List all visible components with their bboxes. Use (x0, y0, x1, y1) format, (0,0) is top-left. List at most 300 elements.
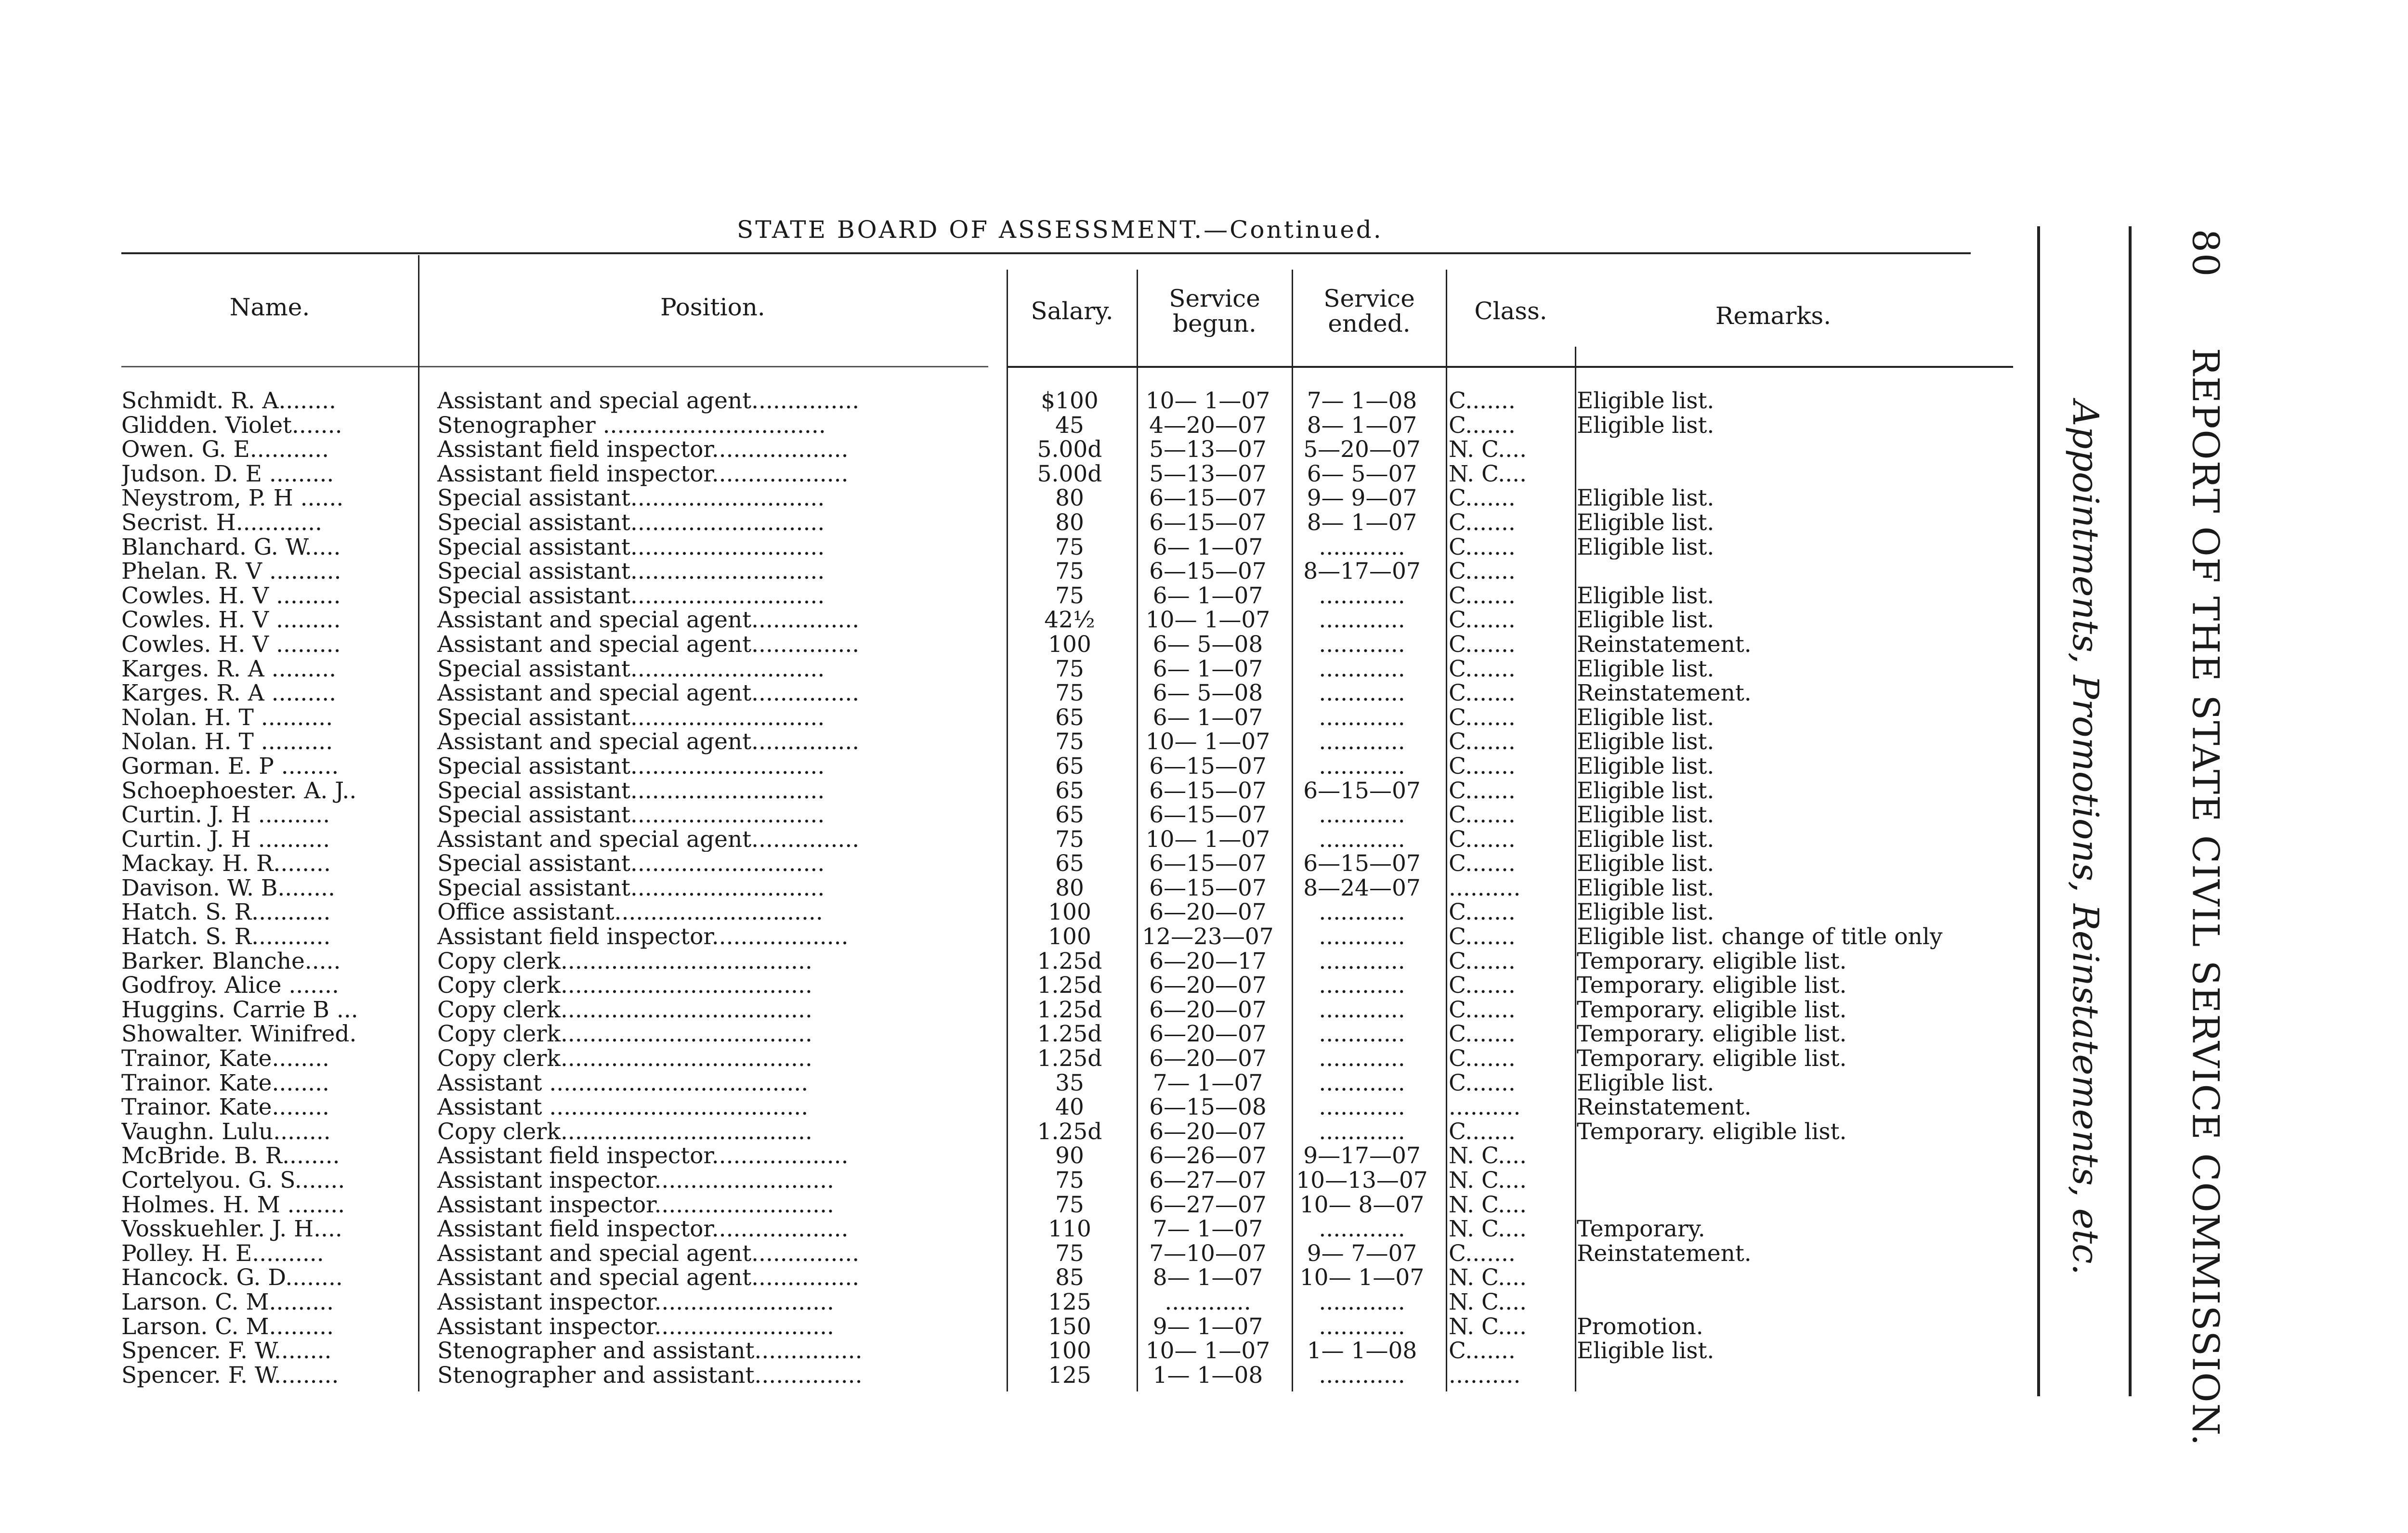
running-subtitle: Appointments, Promotions, Reinstatements, etc. (2065, 400, 2106, 1275)
cell-remarks (1572, 462, 2005, 487)
cell-salary: 75 (1055, 657, 1084, 682)
cell-salary: 125 (1048, 1363, 1091, 1388)
cell-remarks: Eligible list. (1577, 900, 1714, 925)
header-name: Name. (229, 293, 310, 321)
cell-remarks (1572, 438, 2005, 462)
cell-service-ended: 10— 8—07 (1299, 1193, 1425, 1218)
cell-service-ended: 8— 1—07 (1307, 413, 1417, 438)
table-row (121, 633, 2005, 657)
cell-position: Stenographer and assistant............... (437, 1339, 863, 1364)
cell-position: Assistant field inspector................... (437, 1144, 849, 1169)
cell-service-begun: 6—20—07 (1149, 974, 1267, 998)
cell-salary: 150 (1048, 1314, 1091, 1339)
cell-name: Curtin. J. H .......... (121, 803, 330, 828)
cell-name: Owen. G. E........... (121, 438, 329, 462)
cell-remarks (1572, 559, 2005, 584)
cell-name: Curtin. J. H .......... (121, 827, 330, 852)
cell-position: Special assistant........................... (437, 657, 825, 682)
cell-service-begun: 6—15—07 (1149, 486, 1267, 511)
cell-class: N. C.... (1449, 1144, 1527, 1169)
cell-salary: 125 (1048, 1290, 1091, 1315)
cell-name: Karges. R. A ......... (121, 681, 337, 706)
cell-remarks: Eligible list. (1577, 754, 1714, 779)
cell-class: N. C.... (1449, 1169, 1527, 1193)
cell-name: Cowles. H. V ......... (121, 584, 341, 609)
cell-salary: 1.25d (1037, 974, 1102, 998)
header-ended-line1: Service (1323, 285, 1415, 312)
cell-remarks: Eligible list. change of title only (1577, 925, 1943, 949)
top-rule (121, 252, 1971, 254)
margin-rule (2037, 226, 2040, 1396)
cell-class: .......... (1449, 1363, 1521, 1388)
table-row (121, 681, 2005, 706)
cell-name: Trainor. Kate........ (121, 1071, 329, 1096)
cell-remarks: Eligible list. (1577, 657, 1714, 682)
cell-name: Schoephoester. A. J.. (121, 779, 357, 804)
cell-service-ended: ............ (1319, 949, 1405, 974)
table-row (121, 462, 2005, 487)
cell-salary: 1.25d (1037, 1047, 1102, 1071)
cell-name: Phelan. R. V .......... (121, 559, 341, 584)
cell-service-ended: ............ (1319, 1095, 1405, 1120)
cell-position: Copy clerk................................... (437, 974, 812, 998)
cell-service-begun: 10— 1—07 (1145, 389, 1270, 414)
cell-salary: 65 (1055, 779, 1084, 804)
cell-name: Cortelyou. G. S....... (121, 1169, 345, 1193)
cell-salary: 65 (1055, 705, 1084, 730)
cell-name: Spencer. F. W......... (121, 1363, 339, 1388)
header-service-ended (1293, 286, 1446, 336)
cell-class: C....... (1449, 998, 1516, 1023)
cell-class: C....... (1449, 559, 1516, 584)
cell-salary: 65 (1055, 803, 1084, 828)
table-row (121, 779, 2005, 804)
cell-service-ended: 5—20—07 (1303, 438, 1421, 462)
cell-salary: 75 (1055, 535, 1084, 560)
cell-remarks: Temporary. eligible list. (1577, 974, 1847, 998)
cell-name: Hatch. S. R........... (121, 900, 331, 925)
cell-name: Davison. W. B........ (121, 876, 335, 901)
cell-position: Assistant and special agent............... (437, 730, 860, 754)
table-row (121, 949, 2005, 974)
cell-salary: 100 (1048, 925, 1091, 949)
cell-service-begun: 7—10—07 (1149, 1241, 1267, 1266)
table-row (121, 974, 2005, 998)
cell-class: C....... (1449, 413, 1516, 438)
cell-name: Secrist. H............ (121, 510, 322, 535)
cell-position: Special assistant........................... (437, 754, 825, 779)
cell-class: N. C.... (1449, 438, 1527, 462)
header-class: Class. (1474, 297, 1547, 325)
cell-name: Judson. D. E ......... (121, 462, 334, 487)
cell-position: Assistant field inspector................... (437, 1217, 849, 1242)
cell-salary: 100 (1048, 900, 1091, 925)
table-row (121, 1242, 2005, 1266)
cell-salary: 100 (1048, 632, 1091, 657)
cell-service-ended: ............ (1319, 657, 1405, 682)
header-bottom-rule (1007, 366, 2013, 368)
cell-position: Assistant and special agent............... (437, 608, 860, 633)
cell-salary: 1.25d (1037, 1119, 1102, 1144)
table-row (121, 657, 2005, 682)
cell-remarks: Eligible list. (1577, 535, 1714, 560)
table-body (121, 389, 2005, 1388)
cell-salary: 80 (1055, 486, 1084, 511)
cell-service-begun: 6—15—07 (1149, 779, 1267, 804)
table-row (121, 1315, 2005, 1339)
cell-name: Mackay. H. R........ (121, 852, 331, 876)
cell-remarks: Reinstatement. (1577, 1241, 1752, 1266)
table-row (121, 852, 2005, 876)
cell-name: Vaughn. Lulu........ (121, 1119, 331, 1144)
table-row (121, 1266, 2005, 1290)
cell-remarks: Temporary. eligible list. (1577, 1119, 1847, 1144)
cell-service-ended: ............ (1319, 1217, 1405, 1242)
cell-service-begun: 4—20—07 (1149, 413, 1267, 438)
cell-remarks: Eligible list. (1577, 730, 1714, 754)
cell-position: Special assistant........................... (437, 559, 825, 584)
cell-class: N. C.... (1449, 1217, 1527, 1242)
table-row (121, 900, 2005, 925)
cell-position: Stenographer and assistant............... (437, 1363, 863, 1388)
cell-service-begun: 6—20—07 (1149, 900, 1267, 925)
cell-salary: 45 (1055, 413, 1084, 438)
cell-service-begun: 6—20—07 (1149, 1022, 1267, 1047)
running-head (2185, 229, 2227, 1447)
cell-service-begun: 6—15—07 (1149, 559, 1267, 584)
cell-remarks (1572, 1193, 2005, 1218)
cell-service-begun: 10— 1—07 (1145, 827, 1270, 852)
cell-remarks: Eligible list. (1577, 803, 1714, 828)
cell-position: Assistant and special agent............... (437, 1241, 860, 1266)
cell-service-begun: 6—15—08 (1149, 1095, 1267, 1120)
cell-service-begun: 1— 1—08 (1152, 1363, 1263, 1388)
cell-name: Nolan. H. T .......... (121, 730, 333, 754)
cell-service-ended: 10—13—07 (1296, 1169, 1428, 1193)
cell-service-ended: ............ (1319, 974, 1405, 998)
cell-name: Neystrom, P. H ...... (121, 486, 344, 511)
cell-position: Assistant inspector......................... (437, 1169, 834, 1193)
table-row (121, 1339, 2005, 1364)
cell-service-begun: 7— 1—07 (1152, 1217, 1263, 1242)
cell-service-begun: 6— 5—08 (1152, 632, 1263, 657)
cell-class: .......... (1449, 876, 1521, 901)
cell-position: Assistant .................................... (437, 1095, 809, 1120)
cell-salary: 75 (1055, 584, 1084, 609)
cell-remarks: Temporary. eligible list. (1577, 949, 1847, 974)
cell-name: Spencer. F. W........ (121, 1339, 332, 1364)
table-row (121, 1022, 2005, 1047)
cell-name: Hatch. S. R........... (121, 925, 331, 949)
cell-service-begun: 10— 1—07 (1145, 1339, 1270, 1364)
cell-service-ended: ............ (1319, 998, 1405, 1023)
cell-remarks: Temporary. eligible list. (1577, 998, 1847, 1023)
cell-position: Assistant inspector......................... (437, 1314, 834, 1339)
cell-salary: 65 (1055, 852, 1084, 876)
cell-position: Special assistant........................... (437, 584, 825, 609)
cell-class: C....... (1449, 486, 1516, 511)
cell-position: Assistant inspector......................... (437, 1193, 834, 1218)
cell-remarks: Promotion. (1577, 1314, 1703, 1339)
cell-class: C....... (1449, 389, 1516, 414)
cell-class: N. C.... (1449, 1314, 1527, 1339)
cell-service-ended: ............ (1319, 1314, 1405, 1339)
table-row (121, 438, 2005, 462)
cell-position: Copy clerk................................... (437, 1022, 812, 1047)
cell-service-ended: ............ (1319, 900, 1405, 925)
cell-name: Glidden. Violet....... (121, 413, 342, 438)
cell-position: Special assistant........................... (437, 803, 825, 828)
header-begun-line2: begun. (1173, 310, 1256, 338)
cell-class: N. C.... (1449, 1193, 1527, 1218)
cell-service-ended: ............ (1319, 705, 1405, 730)
cell-name: Godfroy. Alice ....... (121, 974, 339, 998)
cell-service-begun: 6— 5—08 (1152, 681, 1263, 706)
cell-service-ended: 8— 1—07 (1307, 510, 1417, 535)
cell-service-begun: 5—13—07 (1149, 462, 1267, 487)
cell-position: Assistant and special agent............... (437, 632, 860, 657)
cell-remarks: Reinstatement. (1577, 632, 1752, 657)
cell-salary: 75 (1055, 827, 1084, 852)
cell-class: C....... (1449, 510, 1516, 535)
cell-service-ended: 6—15—07 (1303, 852, 1421, 876)
cell-position: Assistant and special agent............... (437, 827, 860, 852)
cell-salary: 40 (1055, 1095, 1084, 1120)
table-row (121, 876, 2005, 901)
cell-salary: 75 (1055, 1193, 1084, 1218)
table-row (121, 1071, 2005, 1096)
cell-name: Hancock. G. D........ (121, 1266, 343, 1290)
cell-remarks: Eligible list. (1577, 1339, 1714, 1364)
cell-class: .......... (1449, 1095, 1521, 1120)
cell-class: C....... (1449, 803, 1516, 828)
cell-name: Cowles. H. V ......... (121, 608, 341, 633)
cell-class: C....... (1449, 608, 1516, 633)
cell-service-ended: ............ (1319, 1022, 1405, 1047)
cell-service-begun: 6—15—07 (1149, 803, 1267, 828)
cell-name: Barker. Blanche..... (121, 949, 341, 974)
cell-service-ended: ............ (1319, 827, 1405, 852)
cell-salary: 100 (1048, 1339, 1091, 1364)
cell-class: N. C.... (1449, 1266, 1527, 1290)
cell-salary: 75 (1055, 1169, 1084, 1193)
cell-position: Copy clerk................................... (437, 949, 812, 974)
cell-class: C....... (1449, 584, 1516, 609)
cell-service-ended: ............ (1319, 1047, 1405, 1071)
cell-class: C....... (1449, 705, 1516, 730)
cell-service-ended: 8—17—07 (1303, 559, 1421, 584)
cell-position: Office assistant............................. (437, 900, 823, 925)
cell-position: Assistant and special agent............... (437, 681, 860, 706)
cell-class: C....... (1449, 949, 1516, 974)
cell-class: C....... (1449, 681, 1516, 706)
cell-class: C....... (1449, 632, 1516, 657)
cell-remarks: Eligible list. (1577, 1071, 1714, 1096)
table-row (121, 1095, 2005, 1120)
cell-position: Special assistant........................... (437, 779, 825, 804)
cell-service-begun: 6—15—07 (1149, 754, 1267, 779)
table-row (121, 803, 2005, 828)
cell-service-ended: ............ (1319, 1119, 1405, 1144)
cell-class: C....... (1449, 827, 1516, 852)
cell-position: Assistant field inspector................... (437, 925, 849, 949)
cell-salary: 85 (1055, 1266, 1084, 1290)
cell-remarks: Reinstatement. (1577, 1095, 1752, 1120)
cell-position: Assistant and special agent............... (437, 1266, 860, 1290)
cell-salary: 80 (1055, 510, 1084, 535)
cell-remarks: Eligible list. (1577, 389, 1714, 414)
cell-service-ended: 9— 7—07 (1307, 1241, 1417, 1266)
cell-service-ended: 8—24—07 (1303, 876, 1421, 901)
cell-salary: 75 (1055, 730, 1084, 754)
cell-service-begun: 7— 1—07 (1152, 1071, 1263, 1096)
cell-service-ended: ............ (1319, 925, 1405, 949)
margin-rule (2129, 226, 2132, 1396)
cell-remarks: Temporary. eligible list. (1577, 1047, 1847, 1071)
header-ended-line2: ended. (1328, 310, 1411, 338)
table-row (121, 1120, 2005, 1144)
cell-service-begun: 9— 1—07 (1152, 1314, 1263, 1339)
cell-class: C....... (1449, 974, 1516, 998)
cell-service-ended: 9—17—07 (1303, 1144, 1421, 1169)
cell-class: N. C.... (1449, 1290, 1527, 1315)
table-row (121, 1217, 2005, 1242)
table-row (121, 1144, 2005, 1169)
cell-class: C....... (1449, 657, 1516, 682)
cell-remarks: Eligible list. (1577, 510, 1714, 535)
cell-class: N. C.... (1449, 462, 1527, 487)
cell-name: Trainor. Kate........ (121, 1095, 329, 1120)
page-title: STATE BOARD OF ASSESSMENT.—Continued. (737, 216, 1383, 244)
table-row (121, 389, 2005, 414)
header-salary: Salary. (1031, 297, 1113, 325)
cell-service-begun: 6— 1—07 (1152, 535, 1263, 560)
cell-service-ended: ............ (1319, 803, 1405, 828)
cell-remarks (1572, 1169, 2005, 1193)
cell-service-ended: 10— 1—07 (1299, 1266, 1425, 1290)
cell-service-begun: 6—20—07 (1149, 1047, 1267, 1071)
running-head-title: REPORT OF THE STATE CIVIL SERVICE COMMISSION. (2184, 348, 2227, 1447)
cell-service-begun: 6—15—07 (1149, 510, 1267, 535)
cell-name: Gorman. E. P ........ (121, 754, 339, 779)
cell-service-ended: 6—15—07 (1303, 779, 1421, 804)
cell-class: C....... (1449, 1119, 1516, 1144)
cell-class: C....... (1449, 535, 1516, 560)
cell-position: Special assistant........................... (437, 535, 825, 560)
cell-service-ended: 9— 9—07 (1307, 486, 1417, 511)
cell-name: Trainor, Kate........ (121, 1047, 329, 1071)
cell-position: Copy clerk................................... (437, 998, 812, 1023)
cell-service-begun: 5—13—07 (1149, 438, 1267, 462)
cell-class: C....... (1449, 1047, 1516, 1071)
cell-name: Blanchard. G. W..... (121, 535, 341, 560)
cell-service-begun: 12—23—07 (1142, 925, 1274, 949)
cell-remarks: Eligible list. (1577, 779, 1714, 804)
cell-salary: 110 (1048, 1217, 1091, 1242)
table-row (121, 828, 2005, 852)
cell-service-ended: 1— 1—08 (1307, 1339, 1417, 1364)
cell-service-ended: ............ (1319, 535, 1405, 560)
cell-name: Huggins. Carrie B ... (121, 998, 358, 1023)
cell-service-ended: ............ (1319, 730, 1405, 754)
cell-service-begun: 6— 1—07 (1152, 705, 1263, 730)
cell-class: C....... (1449, 1339, 1516, 1364)
cell-remarks: Eligible list. (1577, 852, 1714, 876)
table-row (121, 535, 2005, 560)
cell-service-ended: 7— 1—08 (1307, 389, 1417, 414)
cell-class: C....... (1449, 852, 1516, 876)
cell-service-begun: ............ (1165, 1290, 1251, 1315)
cell-position: Assistant and special agent............... (437, 389, 860, 414)
cell-position: Stenographer ............................... (437, 413, 826, 438)
cell-position: Special assistant........................... (437, 852, 825, 876)
cell-remarks: Eligible list. (1577, 608, 1714, 633)
cell-salary: $100 (1041, 389, 1099, 414)
cell-salary: 80 (1055, 876, 1084, 901)
cell-class: C....... (1449, 730, 1516, 754)
cell-name: Schmidt. R. A........ (121, 389, 336, 414)
cell-salary: 65 (1055, 754, 1084, 779)
cell-service-begun: 10— 1—07 (1145, 730, 1270, 754)
table-row (121, 754, 2005, 779)
cell-salary: 35 (1055, 1071, 1084, 1096)
header-remarks: Remarks. (1715, 302, 1832, 330)
cell-name: Larson. C. M......... (121, 1290, 334, 1315)
cell-position: Assistant inspector......................... (437, 1290, 834, 1315)
cell-remarks: Eligible list. (1577, 876, 1714, 901)
table-row (121, 998, 2005, 1023)
header-service-begun (1138, 286, 1292, 336)
header-position: Position. (660, 293, 765, 321)
cell-service-ended: 6— 5—07 (1307, 462, 1417, 487)
cell-class: C....... (1449, 1241, 1516, 1266)
cell-salary: 42½ (1044, 608, 1095, 633)
table-row (121, 730, 2005, 754)
cell-class: C....... (1449, 1071, 1516, 1096)
table-row (121, 608, 2005, 633)
cell-remarks (1572, 1290, 2005, 1315)
cell-position: Special assistant........................... (437, 486, 825, 511)
cell-name: Karges. R. A ......... (121, 657, 337, 682)
cell-service-begun: 6—15—07 (1149, 876, 1267, 901)
cell-service-ended: ............ (1319, 632, 1405, 657)
table-row (121, 1364, 2005, 1388)
cell-service-begun: 6—20—17 (1149, 949, 1267, 974)
cell-service-ended: ............ (1319, 754, 1405, 779)
cell-position: Assistant field inspector................... (437, 462, 849, 487)
cell-name: Vosskuehler. J. H.... (121, 1217, 342, 1242)
cell-service-ended: ............ (1319, 1363, 1405, 1388)
cell-class: C....... (1449, 925, 1516, 949)
header-begun-line1: Service (1169, 285, 1260, 312)
cell-salary: 75 (1055, 1241, 1084, 1266)
cell-remarks (1572, 1364, 2005, 1388)
cell-service-begun: 6— 1—07 (1152, 584, 1263, 609)
cell-remarks: Temporary. (1577, 1217, 1705, 1242)
table-row (121, 1290, 2005, 1315)
cell-remarks: Temporary. eligible list. (1577, 1022, 1847, 1047)
cell-salary: 75 (1055, 559, 1084, 584)
cell-remarks (1572, 1266, 2005, 1290)
cell-service-begun: 6—20—07 (1149, 1119, 1267, 1144)
cell-salary: 1.25d (1037, 998, 1102, 1023)
cell-position: Copy clerk................................... (437, 1119, 812, 1144)
cell-remarks: Eligible list. (1577, 413, 1714, 438)
cell-service-ended: ............ (1319, 1071, 1405, 1096)
cell-position: Special assistant........................... (437, 510, 825, 535)
cell-name: Nolan. H. T .......... (121, 705, 333, 730)
cell-service-ended: ............ (1319, 584, 1405, 609)
